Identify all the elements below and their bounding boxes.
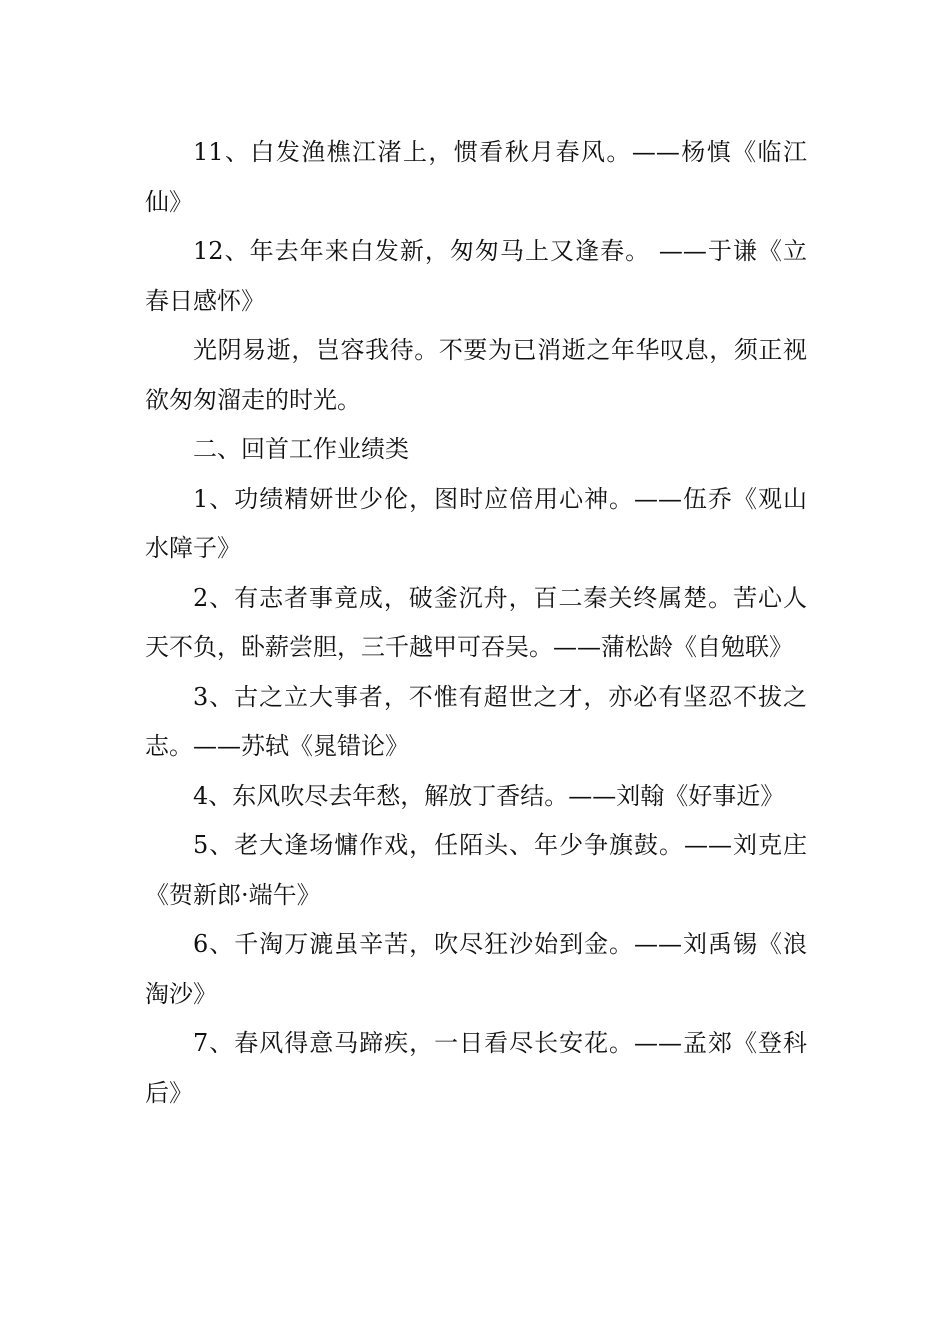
paragraph-commentary: 光阴易逝，岂容我待。不要为已消逝之年华叹息，须正视欲匆匆溜走的时光。 bbox=[145, 336, 807, 414]
paragraph-quote-5: 5、老大逢场慵作戏，任陌头、年少争旗鼓。——刘克庄《贺新郎·端午》 bbox=[145, 831, 807, 909]
section-heading: 二、回首工作业绩类 bbox=[193, 435, 409, 463]
document-page bbox=[145, 128, 807, 1118]
paragraph-quote-7: 7、春风得意马蹄疾，一日看尽长安花。——孟郊《登科后》 bbox=[145, 1029, 807, 1107]
paragraph-quote-3: 3、古之立大事者，不惟有超世之才，亦必有坚忍不拔之志。——苏轼《晁错论》 bbox=[145, 682, 807, 760]
paragraph-quote-4: 4、东风吹尽去年愁，解放丁香结。——刘翰《好事近》 bbox=[193, 781, 785, 810]
paragraph-quote-6: 6、千淘万漉虽辛苦，吹尽狂沙始到金。——刘禹锡《浪淘沙》 bbox=[145, 930, 807, 1008]
paragraph-quote-12: 12、年去年来白发新，匆匆马上又逢春。 ——于谦《立春日感怀》 bbox=[145, 237, 807, 315]
paragraph-quote-1: 1、功绩精妍世少伦，图时应倍用心神。——伍乔《观山水障子》 bbox=[145, 484, 807, 562]
paragraph-quote-2: 2、有志者事竟成，破釜沉舟，百二秦关终属楚。苦心人天不负，卧薪尝胆，三千越甲可吞吴。——蒲松龄《自勉联》 bbox=[145, 583, 807, 661]
paragraph-quote-11: 11、白发渔樵江渚上，惯看秋月春风。——杨慎《临江仙》 bbox=[145, 138, 807, 216]
